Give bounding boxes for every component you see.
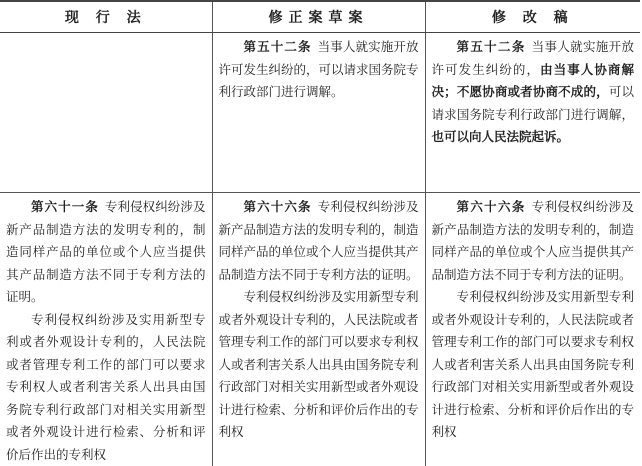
cell-current-empty: [0, 33, 212, 193]
amended-text: 由当事人协商解决；不愿协商或者协商不成的，: [432, 62, 634, 100]
article-text: 专利侵权纠纷涉及新产品制造方法的发明专利的，制造同样产品的单位或个人应当提供其产品制造方法不同于专利方法的证明。: [219, 199, 419, 282]
paragraph: [432, 196, 635, 286]
article-text: 当事人就实施开放许可发生纠纷的，可以请求国务院专利行政部门进行调解。: [219, 39, 419, 99]
article-text: 当事人就实施开放许可发生纠纷的，: [432, 39, 634, 77]
cell-revised-article-66: [425, 193, 640, 466]
paragraph: [6, 196, 206, 309]
header-row: [0, 1, 640, 33]
cell-draft-article-66: [212, 193, 425, 466]
paragraph: 专利侵权纠纷涉及实用新型专利或者外观设计专利的，人民法院或者管理专利工作的部门可以要求专利权人或者利害关系人出具由国务院专利行政部门对相关实用新型或者外观设计进行检索、分析和评价后作出的专利权: [219, 286, 419, 444]
article-number: 第五十二条: [457, 39, 526, 54]
header-current-law: 现 行 法: [0, 1, 212, 33]
paragraph: [432, 36, 635, 149]
article-number: 第五十二条: [244, 39, 312, 54]
paragraph: 专利侵权纠纷涉及实用新型专利或者外观设计专利的，人民法院或者管理专利工作的部门可以要求专利权人或者利害关系人出具由国务院专利行政部门对相关实用新型或者外观设计进行检索、分析和评价后作出的专利权: [432, 286, 635, 444]
cell-revised-article-52: [425, 33, 640, 193]
article-text: 可以请求国务院专利行政部门进行调解，: [432, 84, 635, 122]
paragraph: 专利侵权纠纷涉及实用新型专利或者外观设计专利的，人民法院或者管理专利工作的部门可以要求专利权人或者利害关系人出具由国务院专利行政部门对相关实用新型或者外观设计进行检索、分析和评价后作出的专利权: [6, 309, 206, 466]
article-number: 第六十一条: [31, 199, 99, 214]
paragraph: [219, 196, 419, 286]
amended-text: 也可以向人民法院起诉。: [432, 129, 570, 144]
cell-current-article-61: [0, 193, 212, 466]
paragraph: [219, 36, 419, 104]
table-row: [0, 33, 640, 193]
article-number: 第六十六条: [457, 199, 526, 214]
table-row: [0, 193, 640, 466]
cell-draft-article-52: [212, 33, 425, 193]
header-revised-draft: 修 改 稿: [425, 1, 640, 33]
article-number: 第六十六条: [244, 199, 312, 214]
header-draft-amendment: 修正案草案: [212, 1, 425, 33]
article-text: 专利侵权纠纷涉及新产品制造方法的发明专利的，制造同样产品的单位或个人应当提供其产品制造方法不同于专利方法的证明。: [6, 199, 206, 304]
article-text: 专利侵权纠纷涉及新产品制造方法的发明专利的，制造同样产品的单位或个人应当提供其产品制造方法不同于专利方法的证明。: [432, 199, 635, 282]
